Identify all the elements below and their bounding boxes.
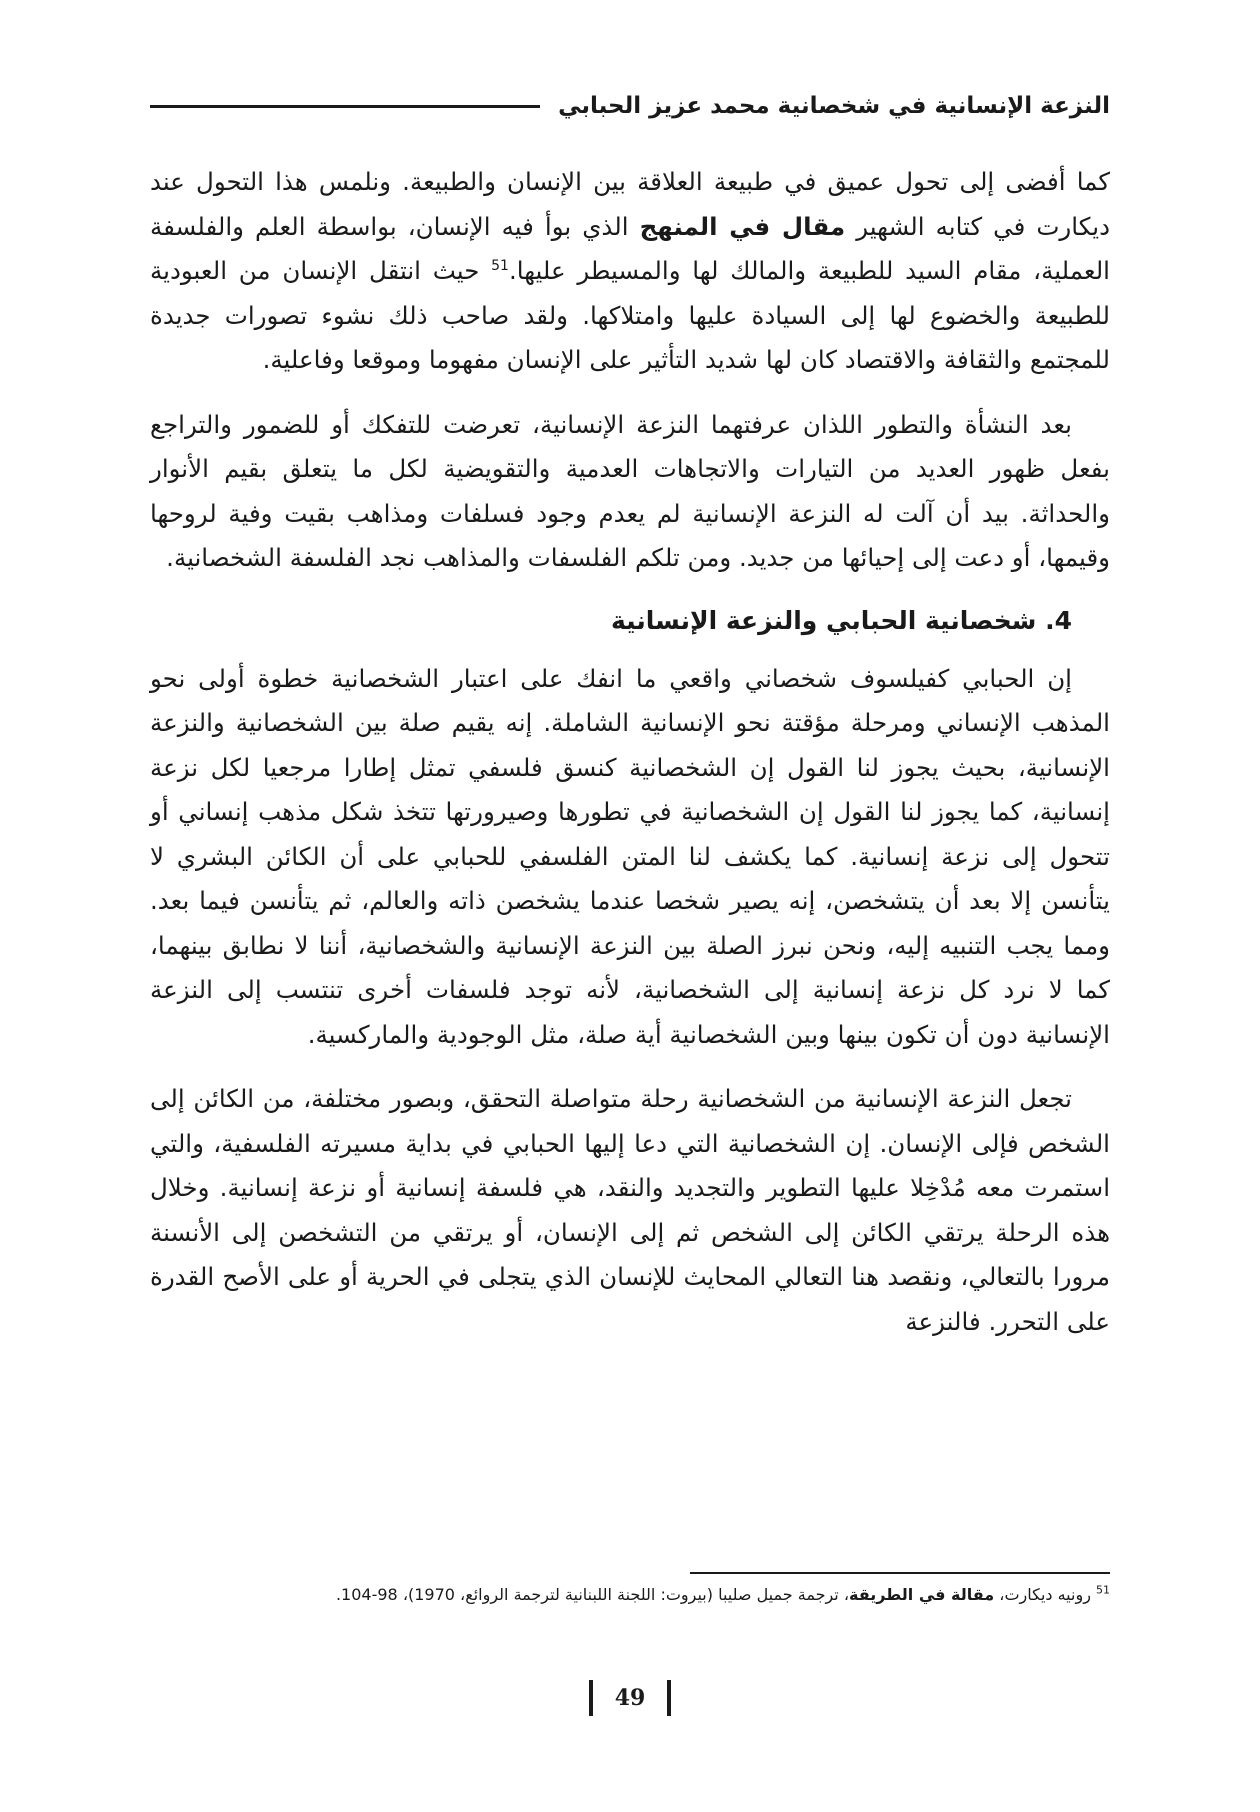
footnote-reference[interactable]: 51 [491, 257, 509, 274]
running-header [150, 86, 1110, 126]
footnote-title: مقالة في الطريقة [848, 1585, 995, 1604]
paragraph-2: بعد النشأة والتطور اللذان عرفتهما النزعة الإنسانية، تعرضت للتفكك أو للضمور والتراجع بفعل ظهور العديد من التيارات والاتجاهات العدمية والتقويضية لكل ما يتعلق بقيم الأنوار والحداثة. بيد أن آلت له النزعة الإنسانية لم يعدم وجود فسلفات ومذاهب بقيت وفية لروحها وقيمها، أو دعت إلى إحيائها من جديد. ومن تلكم الفلسفات والمذاهب نجد الفلسفة الشخصانية. [150, 409, 1110, 572]
paragraph-1-part1: كما أفضى إلى تحول عميق في طبيعة العلاقة بين الإنسان والطبيعة. ونلمس هذا التحول عند ديكارت في كتابه الشهير [150, 167, 1110, 241]
page-number: 49 [614, 1685, 646, 1711]
footnote-author: رونيه ديكارت، [994, 1585, 1096, 1604]
footnote [150, 1582, 1110, 1608]
paragraph-3: إن الحبابي كفيلسوف شخصاني واقعي ما انفك على اعتبار الشخصانية خطوة أولى نحو المذهب الإنساني ومرحلة مؤقتة نحو الإنسانية الشاملة. إنه يقيم صلة بين الشخصانية والنزعة الإنسانية، بحيث يجوز لنا القول إن الشخصانية كنسق فلسفي تمثل إطارا مرجعيا لكل نزعة إنسانية، كما يجوز لنا القول إن الشخصانية في تطورها وصيرورتها تتخذ شكل مذهب إنساني أو تتحول إلى نزعة إنسانية. كما يكشف لنا المتن الفلسفي للحبابي على أن الكائن البشري لا يتأنسن إلا بعد أن يتشخصن، إنه يصير شخصا عندما يشخصن ذاته والعالم، ثم يتأنسن فيما بعد. ومما يجب التنبيه إليه، ونحن نبرز الصلة بين النزعة الإنسانية والشخصانية، أننا لا نطابق بينهما، كما لا نرد كل نزعة إنسانية إلى الشخصانية، لأنه توجد فلسفات أخرى تنتسب إلى النزعة الإنسانية دون أن تكون بينها وبين الشخصانية أية صلة، مثل الوجودية والماركسية. [150, 663, 1110, 1049]
paragraph-1-part2: الذي بوأ فيه الإنسان، بواسطة العلم والفلسفة العملية، مقام السيد للطبيعة والمالك لها والمسيطر عليها. [150, 211, 1110, 285]
page-number-box [0, 1680, 1260, 1716]
book-title-bold: مقال في المنهج [639, 211, 846, 241]
header-rule [150, 105, 540, 108]
running-title: النزعة الإنسانية في شخصانية محمد عزيز الحبابي [558, 93, 1110, 119]
paragraph-1 [150, 160, 1110, 383]
body-text [150, 160, 1110, 1364]
page-number-bar-right [589, 1680, 593, 1716]
paragraph-1-part3: حيث انتقل الإنسان من العبودية للطبيعة والخضوع لها إلى السيادة عليها وامتلاكها. ولقد صاحب ذلك نشوء تصورات جديدة للمجتمع والثقافة والاقتصاد كان لها شديد التأثير على الإنسان مفهوما وموقعا وفاعلية. [150, 256, 1110, 374]
page-number-bar-left [667, 1680, 671, 1716]
paragraph-4: تجعل النزعة الإنسانية من الشخصانية رحلة متواصلة التحقق، وبصور مختلفة، من الكائن إلى الشخص فإلى الإنسان. إن الشخصانية التي دعا إليها الحبابي في بداية مسيرته الفلسفية، والتي استمرت معه مُدْخِلا عليها التطوير والتجديد والنقد، هي فلسفة إنسانية أو نزعة إنسانية. وخلال هذه الرحلة يرتقي الكائن إلى الشخص ثم إلى الإنسان، أو يرتقي من التشخصن إلى الأنسنة مرورا بالتعالي، ونقصد هنا التعالي المحايث للإنسان الذي يتجلى في الحرية أو على الأصح القدرة على التحرر. فالنزعة [150, 1084, 1110, 1336]
footnote-rule [690, 1572, 1110, 1574]
footnote-number: 51 [1096, 1583, 1110, 1597]
footnote-rest: ، ترجمة جميل صليبا (بيروت: اللجنة اللبنانية لترجمة الروائع، 1970)، 98-104. [335, 1585, 849, 1604]
section-heading: 4. شخصانية الحبابي والنزعة الإنسانية [611, 605, 1072, 635]
